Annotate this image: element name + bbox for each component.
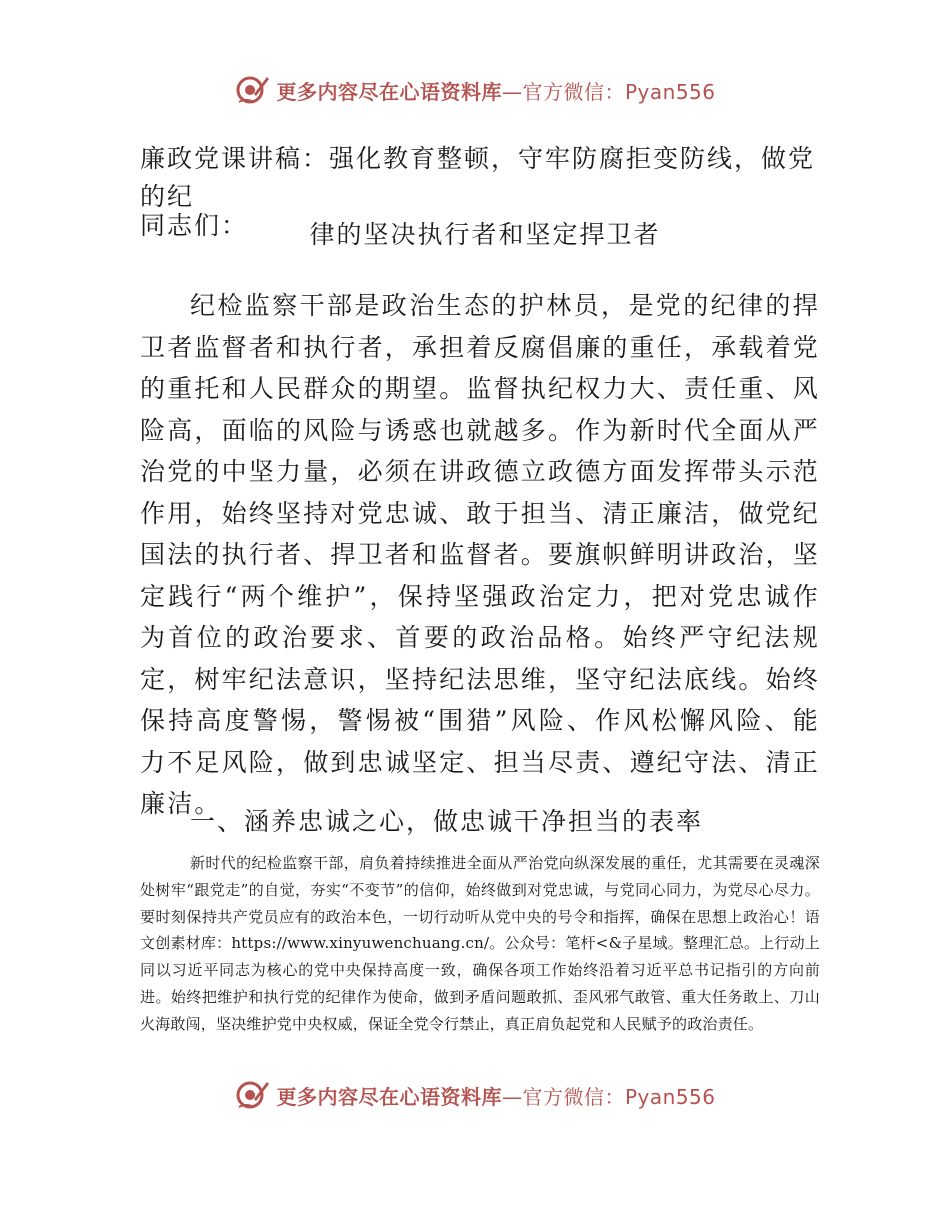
banner-text <box>276 1081 715 1110</box>
body-paragraph-1: 纪检监察干部是政治生态的护林员，是党的纪律的捍卫者监督者和执行者，承担着反腐倡廉的重任，承载着党的重托和人民群众的期望。监督执纪权力大、责任重、风险高，面临的风险与诱惑也就越多。作为新时代全面从严治党的中坚力量，必须在讲政德立政德方面发挥带头示范作用，始终坚持对党忠诚、敢于担当、清正廉洁，做党纪国法的执行者、捍卫者和监督者。要旗帜鲜明讲政治，坚定践行“两个维护”，保持坚强政治定力，把对党忠诚作为首位的政治要求、首要的政治品格。始终严守纪法规定，树牢纪法意识，坚持纪法思维，坚守纪法底线。始终保持高度警惕，警惕被“围猎”风险、作风松懈风险、能力不足风险，做到忠诚坚定、担当尽责、遵纪守法、清正廉洁。 <box>140 291 821 818</box>
banner-wechat-id: Pyan556 <box>624 79 716 104</box>
header-watermark-banner <box>0 68 950 112</box>
banner-wechat-id: Pyan556 <box>624 1084 716 1109</box>
banner-main-text: 更多内容尽在心语资料库 <box>276 79 502 104</box>
pen-seal-logo-icon <box>234 1077 270 1113</box>
banner-wechat-label: 官方微信： <box>522 79 625 104</box>
banner-wechat-label: 官方微信： <box>522 1084 625 1109</box>
salutation: 同志们： <box>140 211 249 240</box>
footer-watermark-banner <box>0 1073 950 1117</box>
pen-seal-logo-icon <box>234 72 270 108</box>
title-line-1: 廉政党课讲稿：强化教育整顿，守牢防腐拒变防线，做党的纪 <box>140 144 816 211</box>
banner-dash: — <box>501 79 523 104</box>
banner-main-text: 更多内容尽在心语资料库 <box>276 1084 502 1109</box>
title-line-2: 律的坚决执行者和坚定捍卫者 <box>309 220 661 249</box>
banner-text <box>276 76 715 105</box>
banner-dash: — <box>501 1084 523 1109</box>
body-paragraph-2: 新时代的纪检监察干部，肩负着持续推进全面从严治党向纵深发展的重任，尤其需要在灵魂深处树牢“跟党走”的自觉，夯实“不变节”的信仰，始终做到对党忠诚，与党同心同力，为党尽心尽力。要时刻保持共产党员应有的政治本色，一切行动听从党中央的号令和指挥，确保在思想上政治心！语文创素材库：https://www.xinyuwenchuang.cn/。公众号：笔杆<&子星域。整理汇总。上行动上同以习近平同志为核心的党中央保持高度一致，确保各项工作始终沿着习近平总书记指引的方向前进。始终把维护和执行党的纪律作为使命，做到矛盾问题敢抓、歪风邪气敢管、重大任务敢上、刀山火海敢闯，坚决维护党中央权威，保证全党令行禁止，真正肩负起党和人民赋予的政治责任。 <box>140 854 820 1033</box>
section-heading-1: 一、涵养忠诚之心，做忠诚干净担当的表率 <box>190 807 704 836</box>
